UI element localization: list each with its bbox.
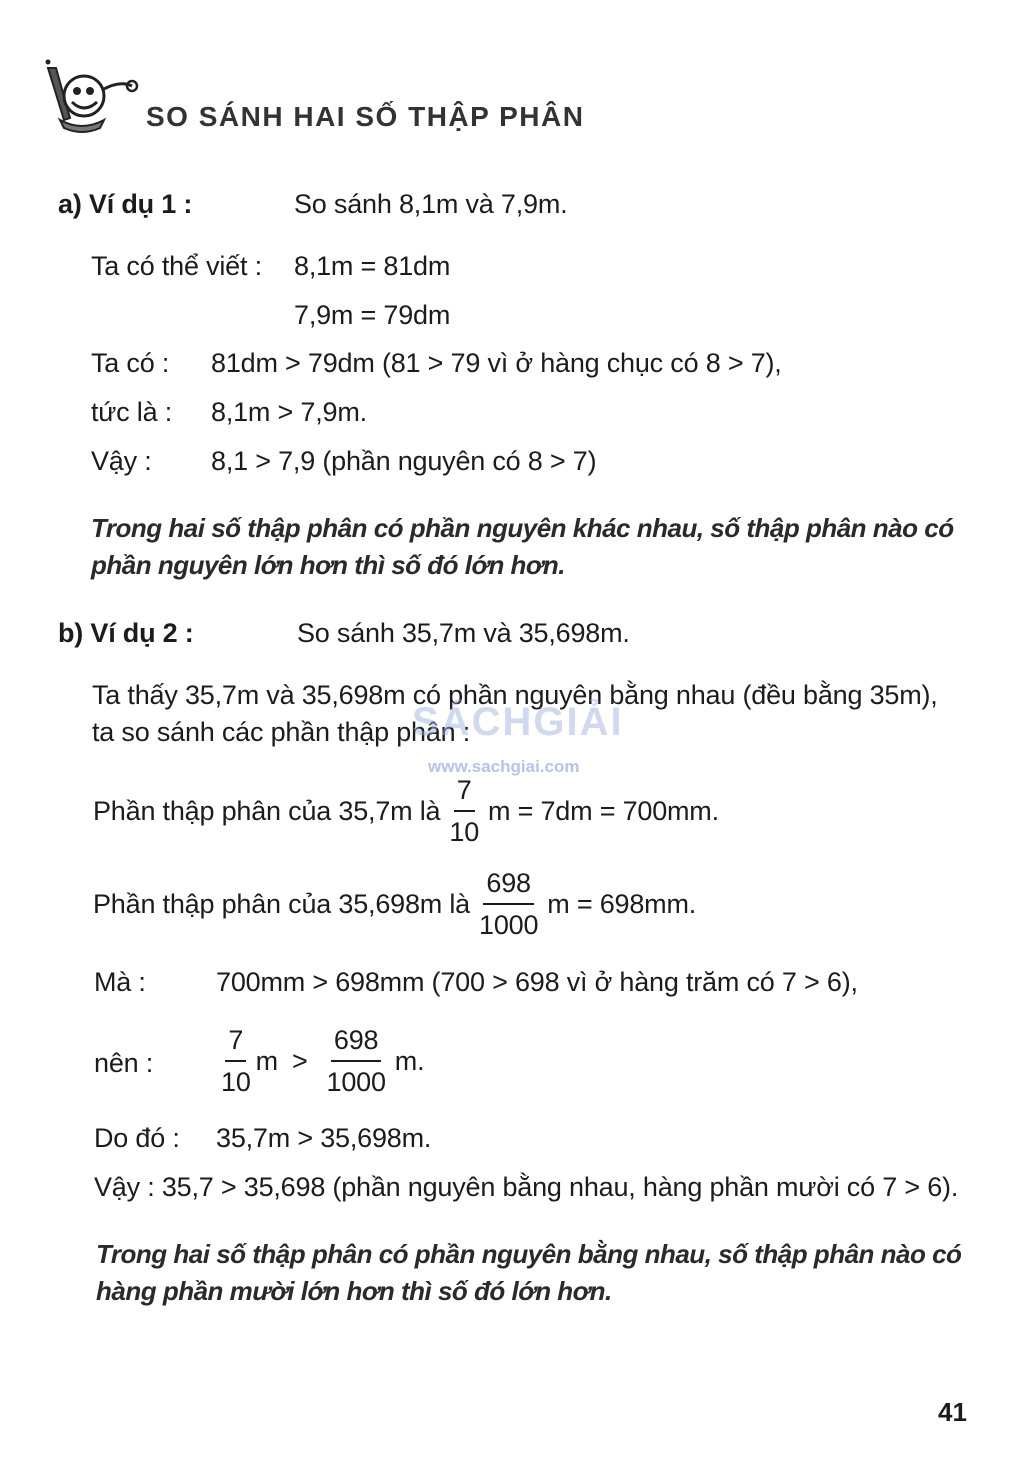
example2-but-text: 700mm > 698mm (700 > 698 vì ở hàng trăm có 7 > 6), xyxy=(216,967,858,997)
rule1-line2: phần nguyên lớn hơn thì số đó lớn hơn. xyxy=(91,550,565,580)
example1-task: So sánh 8,1m và 7,9m. xyxy=(294,189,568,219)
example2-decimal1-suffix: m = 7dm = 700mm. xyxy=(488,796,719,826)
example2-task: So sánh 35,7m và 35,698m. xyxy=(297,618,630,648)
example1-have-label: Ta có : xyxy=(91,348,170,378)
rule2-line2: hàng phần mười lớn hơn thì số đó lớn hơn. xyxy=(96,1276,612,1306)
example2-decimal1-row xyxy=(93,773,719,849)
page-title: SO SÁNH HAI SỐ THẬP PHÂN xyxy=(146,101,585,132)
example1-label: a) Ví dụ 1 : xyxy=(58,189,193,219)
fraction-7-10 xyxy=(446,772,482,850)
unit-label: m. xyxy=(394,1046,425,1076)
example1-thatis-label: tức là : xyxy=(91,397,172,427)
fraction-denominator: 10 xyxy=(449,817,480,847)
fraction-numerator: 698 xyxy=(331,1022,381,1062)
example1-so-label: Vậy : xyxy=(91,446,152,476)
watermark-url: www.sachgiai.com xyxy=(428,757,580,776)
rule2-line1: Trong hai số thập phân có phần nguyên bằng nhau, số thập phân nào có xyxy=(96,1239,962,1269)
pencil-mascot-icon xyxy=(42,58,142,134)
page-number: 41 xyxy=(938,1397,967,1427)
watermark-logo: SÁCHGIẢI xyxy=(412,700,624,744)
fraction-698-1000 xyxy=(324,1022,389,1100)
fraction-numerator: 698 xyxy=(483,865,533,905)
example1-have-text: 81dm > 79dm (81 > 79 vì ở hàng chục có 8 > 7), xyxy=(211,348,782,378)
example2-label: b) Ví dụ 2 : xyxy=(58,618,194,648)
example2-intro-line1: Ta thấy 35,7m và 35,698m có phần nguyên bằng nhau (đều bằng 35m), xyxy=(92,680,938,710)
fraction-denominator: 1000 xyxy=(326,1067,386,1097)
example2-decimal2-suffix: m = 698mm. xyxy=(547,889,697,919)
example2-therefore-label: Do đó : xyxy=(94,1123,180,1153)
example2-intro-line2: ta so sánh các phần thập phân : xyxy=(92,717,471,747)
example1-write-line2: 7,9m = 79dm xyxy=(294,300,451,330)
example1-write-line1: 8,1m = 81dm xyxy=(294,251,451,281)
rule1-line1: Trong hai số thập phân có phần nguyên khác nhau, số thập phân nào có xyxy=(91,513,954,543)
fraction-698-1000 xyxy=(476,865,541,943)
example1-so-text: 8,1 > 7,9 (phần nguyên có 8 > 7) xyxy=(211,446,597,476)
example2-decimal1-prefix: Phần thập phân của 35,7m là xyxy=(93,796,441,826)
greater-than-sign: > xyxy=(291,1046,308,1076)
example2-hence-row xyxy=(212,1023,424,1099)
example2-decimal2-prefix: Phần thập phân của 35,698m là xyxy=(93,889,470,919)
fraction-numerator: 7 xyxy=(454,772,475,812)
unit-label: m xyxy=(255,1046,278,1076)
fraction-numerator: 7 xyxy=(225,1022,246,1062)
fraction-denominator: 10 xyxy=(221,1067,251,1097)
fraction-7-10 xyxy=(218,1022,254,1100)
example2-but-label: Mà : xyxy=(94,967,146,997)
example1-write-label: Ta có thể viết : xyxy=(91,251,262,281)
fraction-denominator: 1000 xyxy=(479,910,539,940)
example2-decimal2-row xyxy=(93,866,696,942)
example2-therefore-text: 35,7m > 35,698m. xyxy=(216,1123,432,1153)
example1-thatis-text: 8,1m > 7,9m. xyxy=(211,397,367,427)
example2-hence-label: nên : xyxy=(94,1048,154,1078)
example2-so-text: Vậy : 35,7 > 35,698 (phần nguyên bằng nhau, hàng phần mười có 7 > 6). xyxy=(94,1172,959,1202)
